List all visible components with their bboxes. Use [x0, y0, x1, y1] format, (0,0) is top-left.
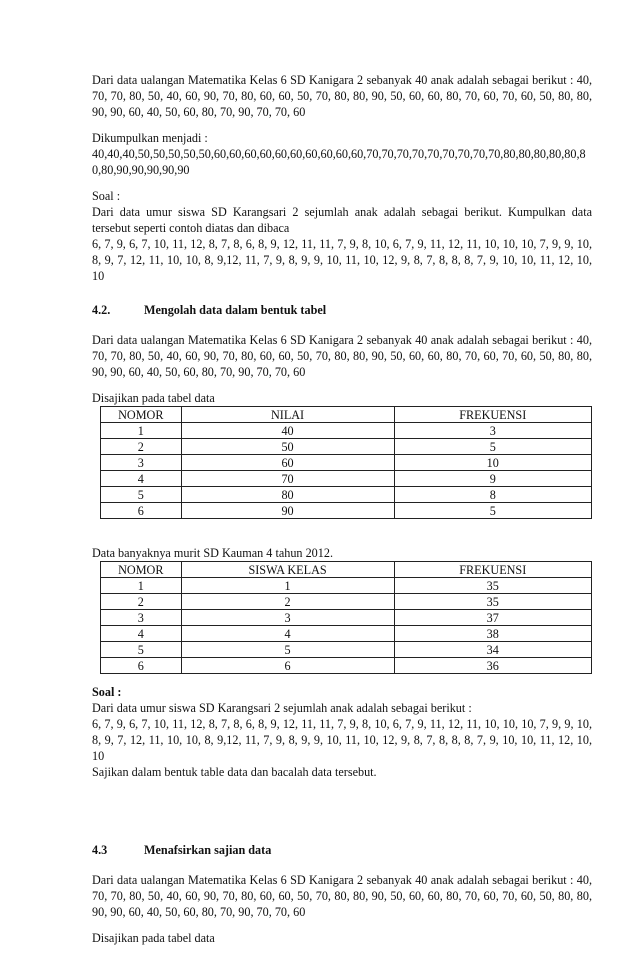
table-caption: Data banyaknya murit SD Kauman 4 tahun 2012.: [92, 546, 333, 560]
table-cell: 50: [181, 439, 394, 455]
table-cell: 3: [181, 610, 394, 626]
students-frequency-table: [100, 561, 592, 674]
table-cell: 34: [394, 642, 591, 658]
document-page: [92, 72, 592, 946]
table-cell: 5: [394, 439, 592, 455]
table-cell: 6: [101, 503, 182, 519]
table-cell: 4: [101, 471, 182, 487]
table-cell: 37: [394, 610, 591, 626]
soal-label: Soal :: [92, 189, 121, 203]
table-cell: 2: [181, 594, 394, 610]
table-cell: 5: [181, 642, 394, 658]
table-cell: 90: [181, 503, 394, 519]
table-cell: 9: [394, 471, 592, 487]
table-cell: 8: [394, 487, 592, 503]
intro-paragraph: Dari data ualangan Matematika Kelas 6 SD Kanigara 2 sebanyak 40 anak adalah sebagai berikut : 40, 70, 70, 80, 50, 40, 60, 90, 70, 80, 60, 60, 50, 70, 80, 80, 90, 50, 60, 60, 80, 70, 60, 70, 60, 50, 80, 80, 90, 90, 60, 40, 50, 60, 80, 70, 90, 70, 70, 60: [92, 333, 592, 379]
section-title: Mengolah data dalam bentuk tabel: [144, 303, 327, 317]
table-cell: 2: [101, 439, 182, 455]
section-heading-4-2: [92, 302, 592, 318]
table-cell: 3: [101, 610, 182, 626]
table-cell: 10: [394, 455, 592, 471]
soal-task: Sajikan dalam bentuk table data dan bacalah data tersebut.: [92, 765, 377, 779]
table-cell: 3: [101, 455, 182, 471]
column-header: FREKUENSI: [394, 562, 591, 578]
column-header: NILAI: [181, 407, 394, 423]
table-row: [101, 578, 592, 594]
table-row: [101, 642, 592, 658]
table-row: [101, 423, 592, 439]
table-cell: 2: [101, 594, 182, 610]
soal-data: 6, 7, 9, 6, 7, 10, 11, 12, 8, 7, 8, 6, 8, 9, 12, 11, 11, 7, 9, 8, 10, 6, 7, 9, 11, 12, 11, 10, 10, 10, 7, 9, 9, 10, 8, 9, 7, 12, 11, 10, 10, 8, 9,12, 11, 7, 9, 8, 9, 9, 10, 11, 10, 12, 9, 8, 7, 8, 8, 8, 7, 9, 10, 10, 11, 12, 10, 10: [92, 237, 592, 283]
table-caption: Disajikan pada tabel data: [92, 931, 215, 945]
grades-frequency-table: [100, 406, 592, 519]
table-cell: 4: [101, 626, 182, 642]
table-row: [101, 503, 592, 519]
table-cell: 70: [181, 471, 394, 487]
table-cell: 80: [181, 487, 394, 503]
collected-label: Dikumpulkan menjadi :: [92, 131, 208, 145]
table-cell: 5: [101, 642, 182, 658]
column-header: NOMOR: [101, 407, 182, 423]
table-cell: 3: [394, 423, 592, 439]
table-cell: 5: [394, 503, 592, 519]
table-cell: 6: [181, 658, 394, 674]
collected-values: 40,40,40,50,50,50,50,50,60,60,60,60,60,60,60,60,60,60,70,70,70,70,70,70,70,70,70,80,80,80,80,80,80,80,90,90,90,90,90: [92, 147, 586, 177]
soal-text: Dari data umur siswa SD Karangsari 2 sejumlah anak adalah sebagai berikut. Kumpulkan data tersebut seperti contoh diatas dan dibaca: [92, 205, 592, 235]
table-cell: 35: [394, 578, 591, 594]
table-row: [101, 455, 592, 471]
section-title: Menafsirkan sajian data: [144, 843, 272, 857]
table-cell: 4: [181, 626, 394, 642]
table-cell: 1: [181, 578, 394, 594]
section-heading-4-3: [92, 842, 592, 858]
section-number: 4.2.: [92, 303, 111, 317]
table-cell: 6: [101, 658, 182, 674]
soal-data: 6, 7, 9, 6, 7, 10, 11, 12, 8, 7, 8, 6, 8, 9, 12, 11, 11, 7, 9, 8, 10, 6, 7, 9, 11, 12, 11, 10, 10, 10, 7, 9, 9, 10, 8, 9, 7, 12, 11, 10, 10, 8, 9,12, 11, 7, 9, 8, 9, 9, 10, 11, 10, 12, 9, 8, 7, 8, 8, 8, 7, 9, 10, 10, 11, 12, 10, 10: [92, 717, 592, 763]
soal-label: Soal :: [92, 685, 122, 699]
table-cell: 35: [394, 594, 591, 610]
column-header: FREKUENSI: [394, 407, 592, 423]
table-cell: 36: [394, 658, 591, 674]
table-row: [101, 471, 592, 487]
table-row: [101, 610, 592, 626]
table-cell: 60: [181, 455, 394, 471]
table-row: [101, 626, 592, 642]
intro-paragraph: Dari data ualangan Matematika Kelas 6 SD Kanigara 2 sebanyak 40 anak adalah sebagai berikut : 40, 70, 70, 80, 50, 40, 60, 90, 70, 80, 60, 60, 50, 70, 80, 80, 90, 50, 60, 60, 80, 70, 60, 70, 60, 50, 80, 80, 90, 90, 60, 40, 50, 60, 80, 70, 90, 70, 70, 60: [92, 73, 592, 119]
table-cell: 40: [181, 423, 394, 439]
table-cell: 38: [394, 626, 591, 642]
section-number: 4.3: [92, 843, 108, 857]
table-cell: 5: [101, 487, 182, 503]
table-row: [101, 439, 592, 455]
table-row: [101, 594, 592, 610]
table-cell: 1: [101, 423, 182, 439]
intro-paragraph: Dari data ualangan Matematika Kelas 6 SD Kanigara 2 sebanyak 40 anak adalah sebagai berikut : 40, 70, 70, 80, 50, 40, 60, 90, 70, 80, 60, 60, 50, 70, 80, 80, 90, 50, 60, 60, 80, 70, 60, 70, 60, 50, 80, 80, 90, 90, 60, 40, 50, 60, 80, 70, 90, 70, 70, 60: [92, 873, 592, 919]
table-row: [101, 487, 592, 503]
column-header: SISWA KELAS: [181, 562, 394, 578]
table-caption: Disajikan pada tabel data: [92, 391, 215, 405]
table-row: [101, 658, 592, 674]
table-cell: 1: [101, 578, 182, 594]
column-header: NOMOR: [101, 562, 182, 578]
soal-text: Dari data umur siswa SD Karangsari 2 sejumlah anak adalah sebagai berikut :: [92, 701, 472, 715]
